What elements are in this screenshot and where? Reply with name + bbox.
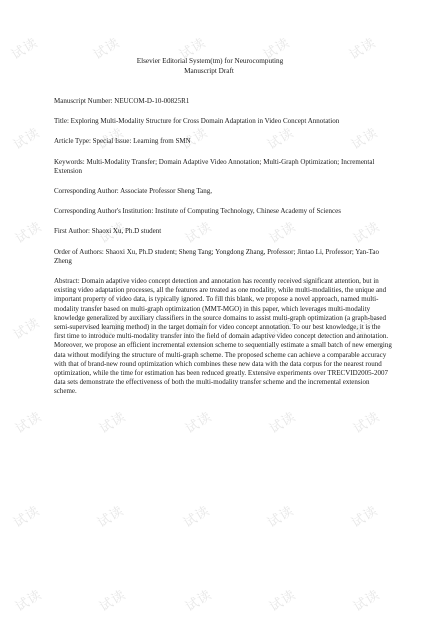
manuscript-title: Title: Exploring Multi-Modality Structure for Cross Domain Adaptation in Video Concept Annotation (54, 117, 340, 126)
watermark: 试读 (267, 409, 299, 437)
watermark: 试读 (351, 587, 383, 615)
watermark: 试读 (181, 315, 213, 343)
keywords: Keywords: Multi-Modality Transfer; Domain Adaptive Video Annotation; Multi-Graph Optimization; Incremental Extension (54, 157, 375, 175)
watermark: 试读 (13, 587, 45, 615)
watermark: 试读 (95, 503, 127, 531)
watermark: 试读 (351, 409, 383, 437)
document-header (0, 57, 440, 76)
watermark: 试读 (9, 35, 41, 63)
watermark: 试读 (97, 587, 129, 615)
watermark: 试读 (183, 587, 215, 615)
header-draft-line: Manuscript Draft (184, 66, 234, 75)
manuscript-details (54, 97, 392, 408)
watermark: 试读 (11, 315, 43, 343)
watermark: 试读 (261, 35, 293, 63)
article-type: Article Type: Special Issue: Learning from SMN (54, 137, 191, 146)
first-author: First Author: Shaoxi Xu, Ph.D student (54, 227, 162, 236)
watermark: 试读 (267, 587, 299, 615)
abstract: Abstract: Domain adaptive video concept detection and annotation has recently received significant attention, but in existing video adaptation processes, all the features are treated as one modality, while multi-modalities, the unique and important property of video data, is typically ignored. To fill this blank, we propose a novel approach, named multi-modality transfer based on multi-graph optimization (MMT-MGO) in this paper, which leverages multi-modality knowledge generalized by auxiliary classifiers in the source domains to assist multi-graph optimization (a graph-based semi-supervised learning method) in the target domain for video concept annotation. To our best knowledge, it is the first time to introduce multi-modality transfer into the field of domain adaptive video concept detection and annotation. Moreover, we propose an efficient incremental extension scheme to sequentially estimate a small batch of new emerging data without modifying the structure of multi-graph scheme. The proposed scheme can achieve a comparable accuracy with that of brand-new round optimization which combines these new data with the data corpus for the nearest round optimization, while the time for estimation has been reduced greatly. Extensive experiments over TRECVID2005-2007 data sets demonstrate the effectiveness of both the multi-modality transfer scheme and the incremental extension scheme. (54, 277, 392, 396)
watermark: 试读 (97, 219, 129, 247)
watermark: 试读 (13, 409, 45, 437)
watermark: 试读 (349, 315, 381, 343)
manuscript-number: Manuscript Number: NEUCOM-D-10-00825R1 (54, 97, 190, 105)
watermark: 试读 (267, 219, 299, 247)
watermark: 试读 (351, 219, 383, 247)
watermark: 试读 (179, 125, 211, 153)
watermark: 试读 (11, 125, 43, 153)
watermark: 试读 (95, 125, 127, 153)
watermark: 试读 (265, 503, 297, 531)
watermark: 试读 (181, 503, 213, 531)
watermark: 试读 (183, 219, 215, 247)
header-system-line: Elsevier Editorial System(tm) for Neurocomputing (136, 57, 284, 65)
order-of-authors: Order of Authors: Shaoxi Xu, Ph.D student; Sheng Tang; Yongdong Zhang, Professor; Jintao Li, Professor; Yan-Tao Zheng (54, 247, 379, 265)
watermark: 试读 (347, 35, 379, 63)
watermark: 试读 (11, 503, 43, 531)
watermark: 试读 (91, 35, 123, 63)
watermark: 试读 (349, 503, 381, 531)
watermark: 试读 (349, 125, 381, 153)
watermark: 试读 (97, 409, 129, 437)
corresponding-institution: Corresponding Author's Institution: Institute of Computing Technology, Chinese Academy of Sciences (54, 207, 341, 216)
watermark: 试读 (95, 315, 127, 343)
watermark: 试读 (177, 35, 209, 63)
watermark: 试读 (13, 219, 45, 247)
corresponding-author: Corresponding Author: Associate Professor Sheng Tang, (54, 187, 213, 196)
watermark: 试读 (265, 125, 297, 153)
watermark: 试读 (183, 409, 215, 437)
watermark: 试读 (265, 315, 297, 343)
